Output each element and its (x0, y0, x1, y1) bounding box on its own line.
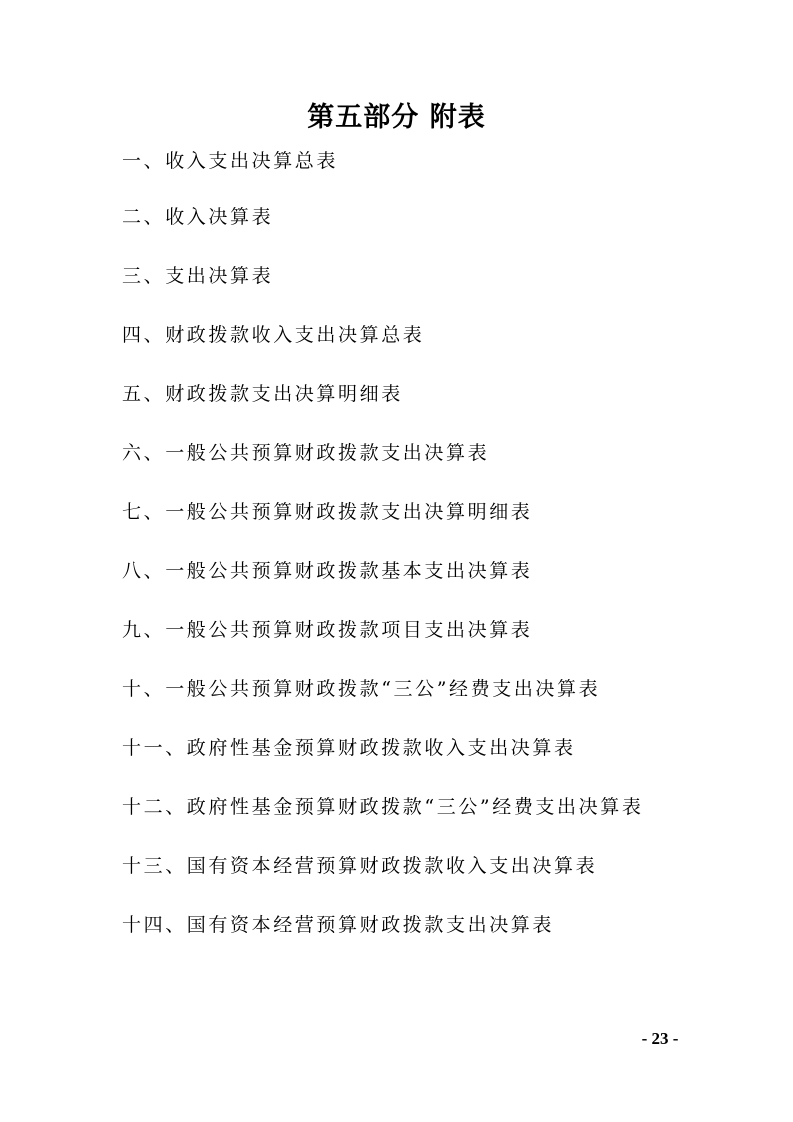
page-title: 第五部分 附表 (307, 102, 486, 133)
list-item: 九、一般公共预算财政拨款项目支出决算表 (122, 619, 533, 641)
appendix-table-list (122, 146, 643, 969)
list-item: 五、财政拨款支出决算明细表 (122, 383, 403, 405)
list-item: 十、一般公共预算财政拨款“三公”经费支出决算表 (122, 678, 601, 700)
list-item: 十三、国有资本经营预算财政拨款收入支出决算表 (122, 855, 598, 877)
list-item: 六、一般公共预算财政拨款支出决算表 (122, 442, 490, 464)
list-item: 一、收入支出决算总表 (122, 150, 339, 172)
list-item: 二、收入决算表 (122, 206, 274, 228)
list-item: 三、支出决算表 (122, 265, 274, 287)
page-number: - 23 - (641, 1029, 679, 1048)
list-item: 四、财政拨款收入支出决算总表 (122, 324, 425, 346)
list-item: 十四、国有资本经营预算财政拨款支出决算表 (122, 914, 555, 936)
list-item: 十二、政府性基金预算财政拨款“三公”经费支出决算表 (122, 796, 644, 818)
list-item: 十一、政府性基金预算财政拨款收入支出决算表 (122, 737, 576, 759)
list-item: 八、一般公共预算财政拨款基本支出决算表 (122, 560, 533, 582)
list-item: 七、一般公共预算财政拨款支出决算明细表 (122, 501, 533, 523)
